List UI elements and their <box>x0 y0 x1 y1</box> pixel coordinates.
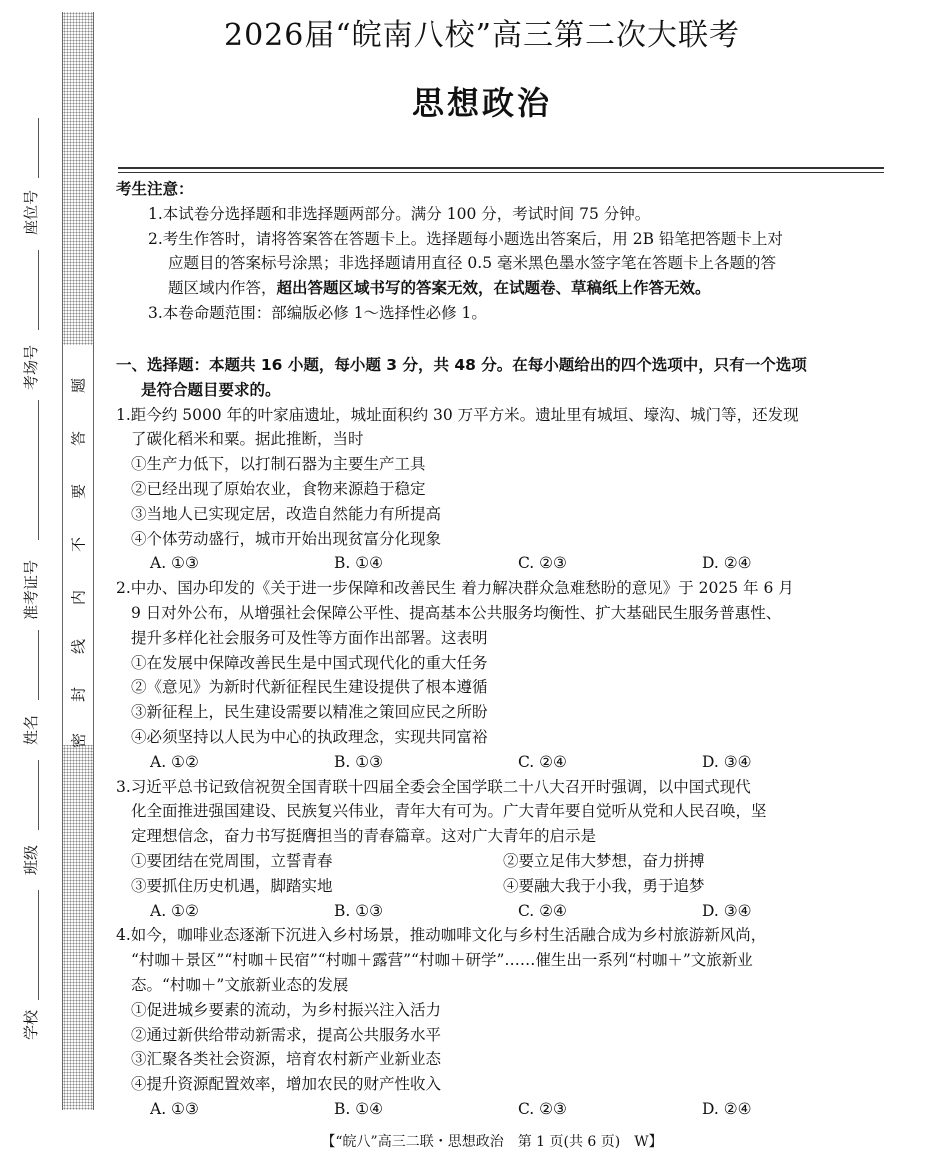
notice-emphasis: 超出答题区域书写的答案无效，在试题卷、草稿纸上作答无效。 <box>276 279 711 298</box>
page-footer: 【“皖八”高三二联・思想政治 第 1 页(共 6 页) W】 <box>321 1134 663 1150</box>
question-item: ③当地人已实现定居，改造自然能力有所提高 <box>131 504 442 523</box>
school-field: 学校 <box>22 1009 40 1040</box>
section-heading: 是符合题目要求的。 <box>141 380 281 399</box>
seat-number-field: 座位号 <box>22 189 40 235</box>
question-item-row <box>116 874 886 899</box>
option-b: B. ①④ <box>334 554 384 573</box>
field-underline <box>38 890 39 1000</box>
answer-options <box>116 750 886 775</box>
question-item: ③要抓住历史机遇，脚踏实地 <box>131 876 333 895</box>
name-field: 姓名 <box>22 714 40 745</box>
question-item: ②通过新供给带动新需求，提高公共服务水平 <box>131 1025 442 1044</box>
seal-char: 不 <box>69 537 88 553</box>
seal-char: 答 <box>69 431 88 447</box>
field-underline <box>38 630 39 700</box>
option-c: C. ②③ <box>518 554 567 573</box>
field-underline <box>38 760 39 830</box>
seal-char: 内 <box>69 590 88 606</box>
header-rule <box>118 167 884 169</box>
notice-block <box>116 177 886 326</box>
question-section <box>116 353 886 1122</box>
field-underline <box>38 400 39 540</box>
question-stem: “村咖＋景区”“村咖＋民宿”“村咖＋露营”“村咖＋研学”……催生出一系列“村咖＋”文旅新业 <box>131 951 753 970</box>
seal-char: 封 <box>69 687 88 703</box>
option-c: C. ②④ <box>518 752 567 771</box>
notice-item <box>116 276 886 301</box>
question-item: ②已经出现了原始农业，食物来源趋于稳定 <box>131 479 426 498</box>
answer-options <box>116 1097 886 1122</box>
option-d: D. ②④ <box>702 554 752 573</box>
question-item: ①要团结在党周围，立誓青春 <box>131 851 333 870</box>
class-field: 班级 <box>22 844 40 875</box>
option-c: C. ②③ <box>518 1099 567 1118</box>
admission-number-field: 准考证号 <box>22 559 40 620</box>
question-item: ④必须坚持以人民为中心的执政理念，实现共同富裕 <box>131 727 488 746</box>
question-stem: 3.习近平总书记致信祝贺全国青联十四届全委会全国学联二十八大召开时强调，以中国式现代 <box>116 777 751 796</box>
seal-char: 要 <box>69 484 88 500</box>
notice-text: 题区域内作答， <box>168 279 277 298</box>
question-stem: 态。“村咖＋”文旅新业态的发展 <box>131 975 349 994</box>
section-heading: 一、选择题：本题共 16 小题，每小题 3 分，共 48 分。在每小题给出的四个选项中，只有一个选项 <box>116 356 807 374</box>
subject-title: 思想政治 <box>411 84 552 122</box>
field-underline <box>38 250 39 330</box>
answer-options <box>116 899 886 924</box>
question-stem: 了碳化稻米和粟。据此推断，当时 <box>131 430 364 449</box>
option-d: D. ③④ <box>702 752 752 771</box>
seal-char: 密 <box>69 733 88 749</box>
notice-item: 2.考生作答时，请将答案答在答题卡上。选择题每小题选出答案后，用 2B 铅笔把答题卡上对 <box>148 229 783 248</box>
answer-options <box>116 551 886 576</box>
option-c: C. ②④ <box>518 901 567 920</box>
question-stem: 化全面推进强国建设、民族复兴伟业，青年大有可为。广大青年要自觉听从党和人民召唤，坚 <box>131 802 767 821</box>
option-b: B. ①④ <box>334 1099 384 1118</box>
question-item: ①促进城乡要素的流动，为乡村振兴注入活力 <box>131 1000 442 1019</box>
question-item-row <box>116 849 886 874</box>
exam-title: 2026届“皖南八校”高三第二次大联考 <box>223 18 741 53</box>
question-item: ④要融大我于小我，勇于追梦 <box>503 876 705 895</box>
option-a: A. ①③ <box>150 554 199 573</box>
option-a: A. ①③ <box>150 1099 199 1118</box>
question-item: ②《意见》为新时代新征程民生建设提供了根本遵循 <box>131 678 488 697</box>
question-item: ②要立足伟大梦想，奋力拼搏 <box>503 851 705 870</box>
option-a: A. ①② <box>150 752 199 771</box>
option-b: B. ①③ <box>334 752 384 771</box>
question-stem: 2.中办、国办印发的《关于进一步保障和改善民生 着力解决群众急难愁盼的意见》于 2025 年 6 月 <box>116 579 794 598</box>
seal-char: 题 <box>69 378 88 394</box>
question-item: ④提升资源配置效率，增加农民的财产性收入 <box>131 1075 442 1094</box>
question-item: ③新征程上，民生建设需要以精准之策回应民之所盼 <box>131 703 488 722</box>
option-a: A. ①② <box>150 901 199 920</box>
question-item: ①在发展中保障改善民生是中国式现代化的重大任务 <box>131 653 488 672</box>
seal-char: 线 <box>69 639 88 655</box>
question-stem: 1.距今约 5000 年的叶家庙遗址，城址面积约 30 万平方米。遗址里有城垣、壕沟、城门等，还发现 <box>116 405 799 424</box>
notice-heading: 考生注意： <box>116 180 194 198</box>
question-item: ①生产力低下，以打制石器为主要生产工具 <box>131 455 426 474</box>
exam-room-field: 考场号 <box>22 344 40 390</box>
notice-item: 应题目的答案标号涂黑；非选择题请用直径 0.5 毫米黑色墨水签字笔在答题卡上各题的答 <box>168 254 777 273</box>
notice-item: 1.本试卷分选择题和非选择题两部分。满分 100 分，考试时间 75 分钟。 <box>148 204 651 223</box>
question-item: ③汇聚各类社会资源，培育农村新产业新业态 <box>131 1050 442 1069</box>
notice-item: 3.本卷命题范围：部编版必修 1～选择性必修 1。 <box>148 303 487 322</box>
question-stem: 定理想信念，奋力书写挺膺担当的青春篇章。这对广大青年的启示是 <box>131 827 597 846</box>
question-item: ④个体劳动盛行，城市开始出现贫富分化现象 <box>131 529 442 548</box>
question-stem: 提升多样化社会服务可及性等方面作出部署。这表明 <box>131 628 488 647</box>
option-d: D. ②④ <box>702 1099 752 1118</box>
field-underline <box>38 118 39 178</box>
question-stem: 9 日对外公布，从增强社会保障公平性、提高基本公共服务均衡性、扩大基础民生服务普惠性、 <box>131 603 782 622</box>
header-rule <box>118 172 884 173</box>
question-stem: 4.如今，咖啡业态逐渐下沉进入乡村场景，推动咖啡文化与乡村生活融合成为乡村旅游新风尚， <box>116 926 767 945</box>
option-b: B. ①③ <box>334 901 384 920</box>
option-d: D. ③④ <box>702 901 752 920</box>
